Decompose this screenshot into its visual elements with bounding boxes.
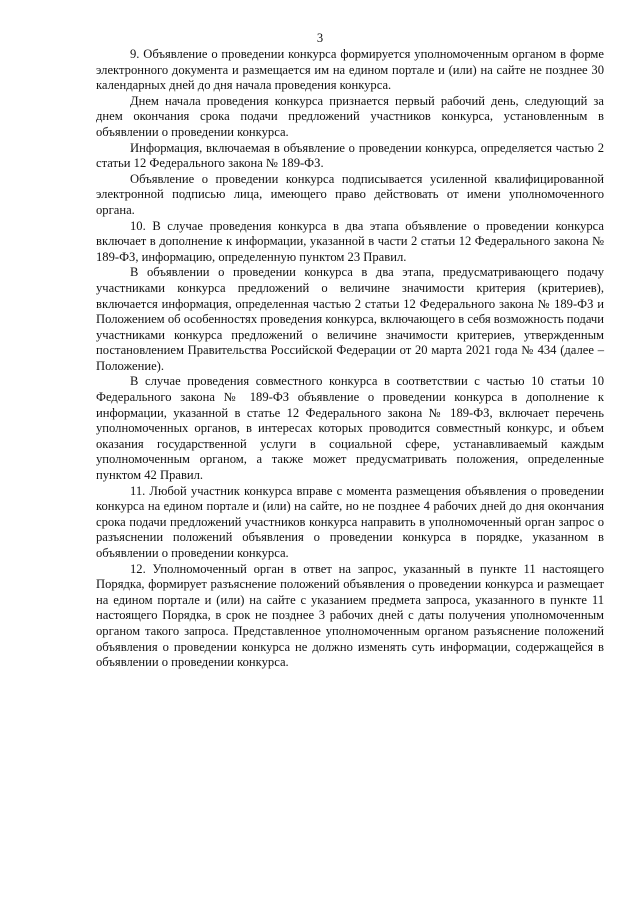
page-number: 3 bbox=[316, 31, 324, 45]
paragraph-announcement-signature: Объявление о проведении конкурса подписывается усиленной квалифицированной электронной подписью лица, имеющего право действовать от имени уполномоченного органа. bbox=[96, 171, 604, 217]
paragraph-10: 10. В случае проведения конкурса в два этапа объявление о проведении конкурса включает в дополнение к информации, указанной в части 2 статьи 12 Федерального закона № 189-ФЗ, информацию, определенную пунктом 23 Правил. bbox=[96, 218, 604, 264]
paragraph-announcement-info: Информация, включаемая в объявление о проведении конкурса, определяется частью 2 статьи 12 Федерального закона № 189-ФЗ. bbox=[96, 140, 604, 171]
document-body bbox=[96, 47, 604, 671]
paragraph-11: 11. Любой участник конкурса вправе с момента размещения объявления о проведении конкурса на едином портале и (или) на сайте, но не позднее 4 рабочих дней до дня окончания срока подачи предложений участников конкурса направить в уполномоченный орган запрос о разъяснении положений объявления о проведении конкурса в порядке, указанном в объявлении о проведении конкурса. bbox=[96, 483, 604, 560]
paragraph-contest-start-day: Днем начала проведения конкурса признается первый рабочий день, следующий за днем окончания срока подачи предложений участников конкурса, установленным в объявлении о проведении конкурса. bbox=[96, 93, 604, 139]
paragraph-two-stage-announcement: В объявлении о проведении конкурса в два этапа, предусматривающего подачу участниками конкурса предложений о величине значимости критерия (критериев), включается информация, определенная частью 2 статьи 12 Федерального закона № 189-ФЗ и Положением об особенностях проведения конкурса, включающего в себя возможность подачи участниками конкурса предложений о величине значимости критериев, утвержденным постановлением Правительства Российской Федерации от 20 марта 2021 года № 434 (далее – Положение). bbox=[96, 265, 604, 373]
paragraph-joint-contest: В случае проведения совместного конкурса в соответствии с частью 10 статьи 10 Федерального закона № 189-ФЗ объявление о проведении конкурса в дополнение к информации, указанной в статье 12 Федерального закона № 189-ФЗ, включает перечень уполномоченных органов, в интересах которых проводится совместный конкурс, и объем оказания государственной услуги в социальной сфере, устанавливаемый каждым уполномоченным органом, а также может предусматривать положения, определенные пунктом 42 Правил. bbox=[96, 374, 604, 483]
paragraph-12: 12. Уполномоченный орган в ответ на запрос, указанный в пункте 11 настоящего Порядка, формирует разъяснение положений объявления о проведении конкурса и размещает на едином портале и (или) на сайте с указанием предмета запроса, указанного в пункте 11 настоящего Порядка, в срок не позднее 3 рабочих дней с даты получения уполномоченным органом такого запроса. Представленное уполномоченным органом разъяснение положений объявления о проведении конкурса не должно изменять суть информации, содержащейся в объявлении о проведении конкурса. bbox=[96, 561, 604, 670]
paragraph-9: 9. Объявление о проведении конкурса формируется уполномоченным органом в форме электронного документа и размещается им на едином портале и (или) на сайте не позднее 30 календарных дней до дня начала проведения конкурса. bbox=[96, 47, 604, 93]
